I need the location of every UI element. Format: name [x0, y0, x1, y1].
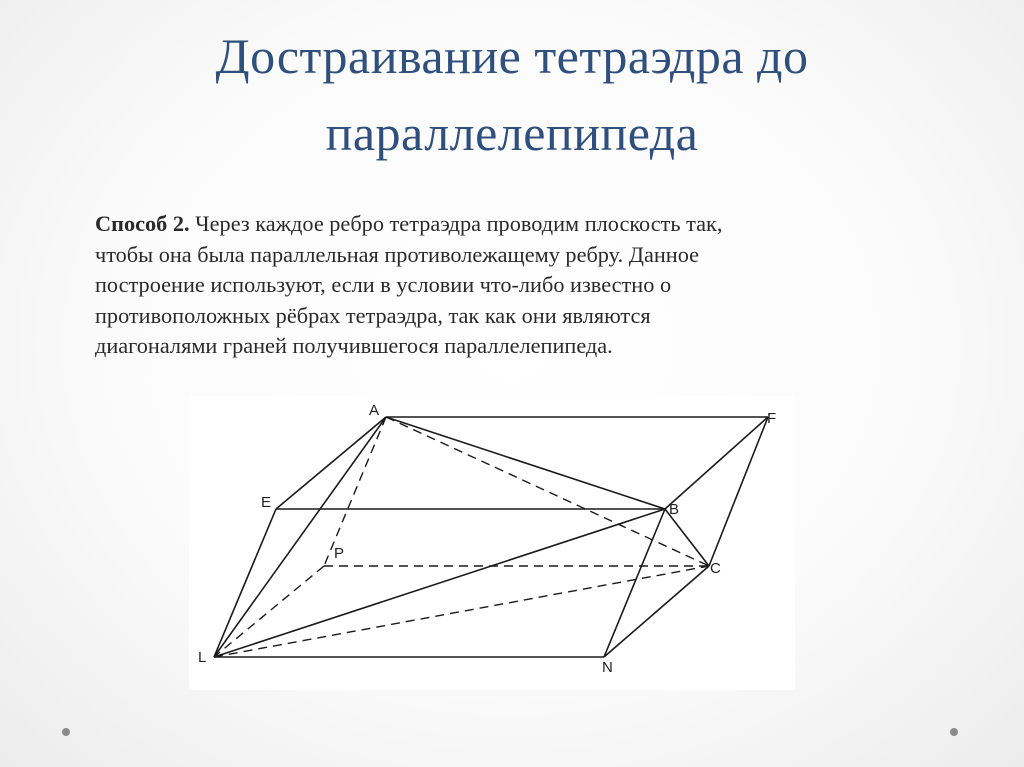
edge-FC: [709, 417, 768, 566]
title-line-1: Достраивание тетраэдра до: [215, 28, 809, 84]
diagram-svg: [189, 396, 795, 690]
edge-LB: [214, 509, 665, 657]
point-label-E: E: [261, 494, 272, 511]
point-label-N: N: [602, 659, 613, 676]
point-label-L: L: [198, 649, 207, 666]
point-label-B: B: [669, 501, 680, 518]
parallelepiped-diagram: [189, 396, 795, 690]
point-label-P: P: [334, 545, 345, 562]
text-line-2: чтобы она была параллельная противолежащему ребру. Данное: [95, 241, 700, 267]
slide-title: [0, 18, 1024, 172]
edge-AE: [276, 417, 386, 509]
slide-body-text: [95, 209, 935, 362]
edge-LA: [214, 417, 386, 657]
text-line-1: [95, 209, 935, 240]
text-line-1-rest: Через каждое ребро тетраэдра проводим плоскость так,: [189, 211, 723, 236]
edge-CN: [604, 566, 709, 657]
text-line-5: диагоналями граней получившегося параллелепипеда.: [95, 333, 613, 358]
edge-LC: [214, 566, 709, 657]
point-label-F: F: [767, 410, 777, 427]
point-label-C: C: [710, 560, 721, 577]
edge-AC: [386, 417, 709, 566]
title-line-2: параллелепипеда: [325, 105, 699, 161]
edge-FB: [665, 417, 768, 509]
method-label: Способ 2.: [95, 211, 190, 236]
nav-next-dot-icon[interactable]: [950, 728, 958, 736]
edge-AB: [386, 417, 665, 509]
text-line-4: противоположных рёбрах тетраэдра, так как они являются: [95, 302, 651, 328]
nav-prev-dot-icon[interactable]: [62, 728, 70, 736]
text-line-3: построение используют, если в условии что-либо известно о: [95, 272, 672, 297]
point-label-A: A: [369, 402, 380, 419]
